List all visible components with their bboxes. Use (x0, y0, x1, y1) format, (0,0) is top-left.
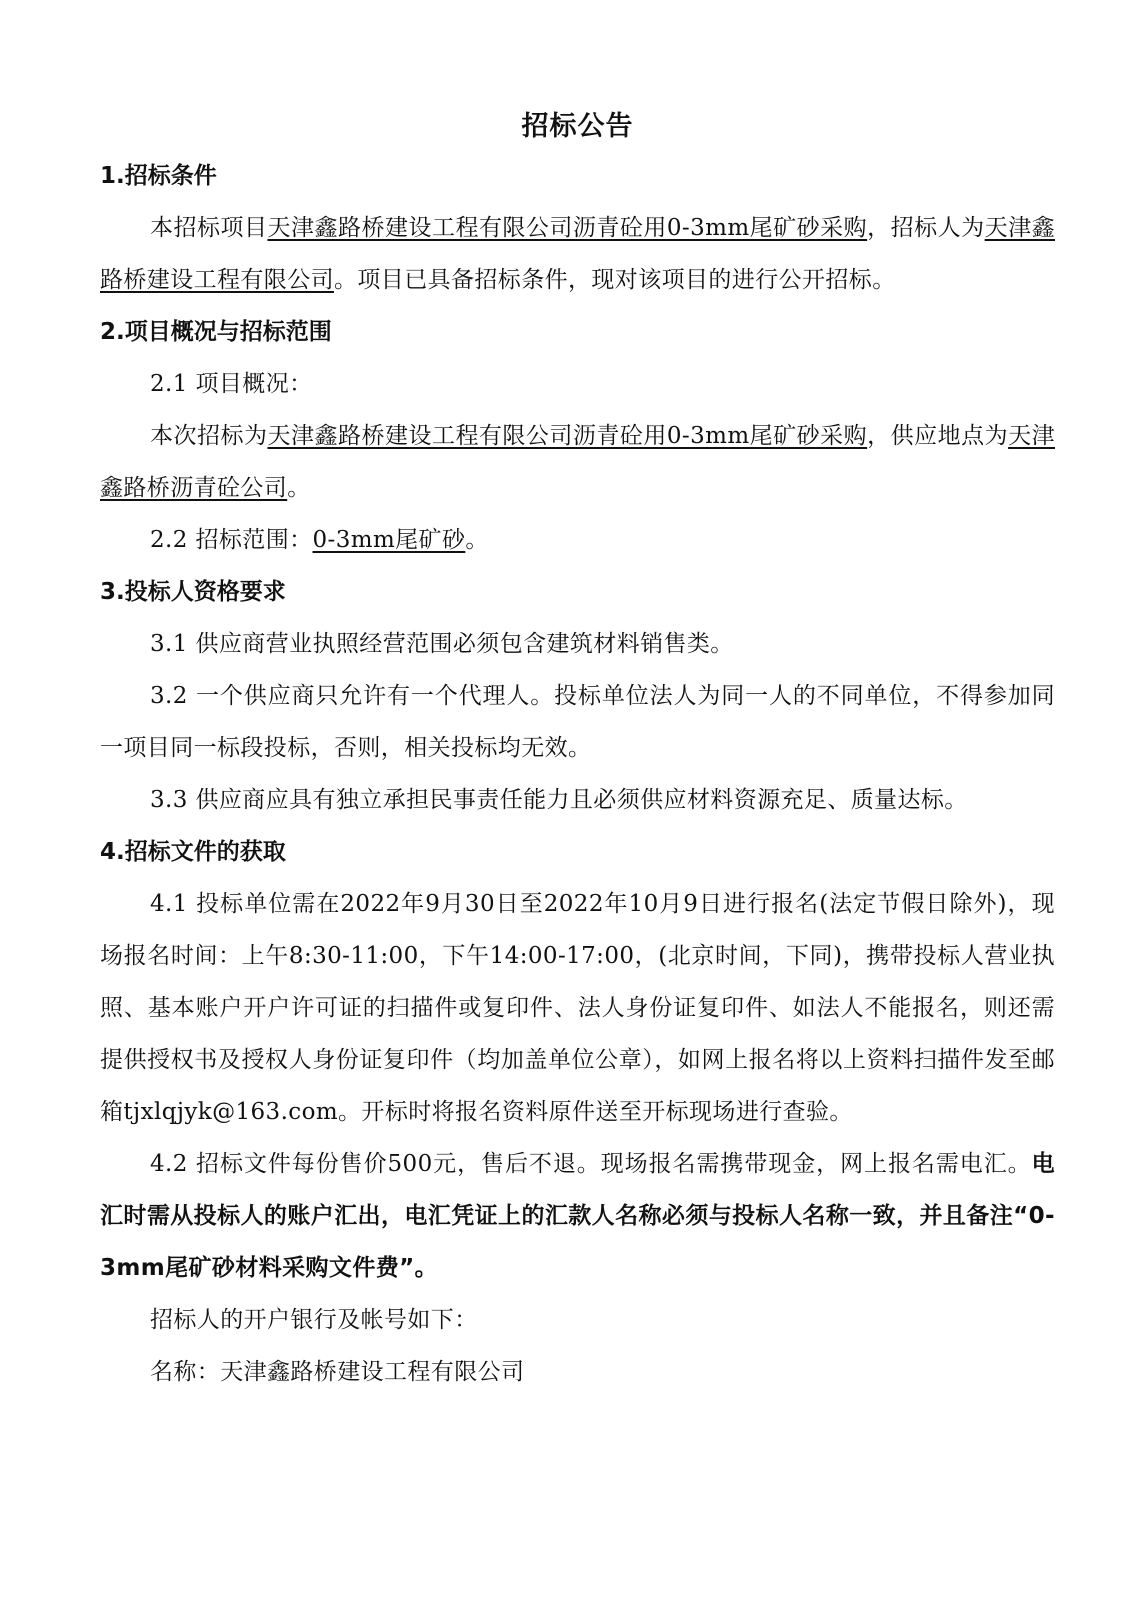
scope-underlined: 0-3mm尾矿砂 (312, 527, 466, 553)
text-run: 2.2 招标范围： (150, 527, 313, 553)
section-3-3-paragraph: 3.3 供应商应具有独立承担民事责任能力且必须供应材料资源充足、质量达标。 (150, 787, 968, 813)
section-2-2-paragraph (100, 514, 1055, 566)
section-1-paragraph (100, 202, 1055, 306)
text-run: 4.2 招标文件每份售价500元，售后不退。现场报名需携带现金，网上报名需电汇。 (150, 1151, 1032, 1177)
bold-notice: 电汇时需从投标人的账户汇出，电汇凭证上的汇款人名称必须与投标人名称一致，并且备注“0-3mm尾矿砂材料采购文件费”。 (100, 1151, 1055, 1281)
section-1-heading: 1.招标条件 (100, 163, 217, 189)
section-3-1-paragraph: 3.1 供应商营业执照经营范围必须包含建筑材料销售类。 (150, 631, 734, 657)
project-name-underlined: 天津鑫路桥建设工程有限公司沥青砼用0-3mm尾矿砂采购 (267, 423, 868, 449)
document-title: 招标公告 (521, 111, 634, 142)
section-4-2-paragraph (100, 1138, 1055, 1294)
section-3-2-paragraph: 3.2 一个供应商只允许有一个代理人。投标单位法人为同一人的不同单位，不得参加同一项目同一标段投标，否则，相关投标均无效。 (100, 683, 1055, 761)
supply-location-underlined: 天津鑫路桥沥青砼公司 (100, 423, 1055, 501)
section-4-1-paragraph: 4.1 投标单位需在2022年9月30日至2022年10月9日进行报名(法定节假日除外)，现场报名时间：上午8:30-11:00，下午14:00-17:00，(北京时间，下同)，携带投标人营业执照、基本账户开户许可证的扫描件或复印件、法人身份证复印件、如法人不能报名，则还需提供授权书及授权人身份证复印件（均加盖单位公章），如网上报名将以上资料扫描件发至邮箱tjxlqjyk@163.com。开标时将报名资料原件送至开标现场进行查验。 (100, 891, 1055, 1125)
tenderer-name-underlined: 天津鑫路桥建设工程有限公司 (100, 215, 1056, 293)
text-run: 。项目已具备招标条件，现对该项目的进行公开招标。 (334, 267, 896, 293)
section-4-heading: 4.招标文件的获取 (100, 839, 286, 865)
section-3-heading: 3.投标人资格要求 (100, 579, 286, 605)
section-2-1-label: 2.1 项目概况： (150, 371, 313, 397)
section-2-1-paragraph (100, 410, 1055, 514)
text-run: 。 (287, 475, 311, 501)
bank-account-name: 名称：天津鑫路桥建设工程有限公司 (150, 1359, 525, 1385)
text-run: 本次招标为 (150, 423, 268, 449)
section-2-heading: 2.项目概况与招标范围 (100, 319, 332, 345)
text-run: 。 (465, 527, 489, 553)
text-run: 本招标项目 (150, 215, 268, 241)
text-run: ，供应地点为 (867, 423, 1009, 449)
bank-info-intro: 招标人的开户银行及帐号如下： (150, 1307, 478, 1333)
project-name-underlined: 天津鑫路桥建设工程有限公司沥青砼用0-3mm尾矿砂采购 (267, 215, 868, 241)
text-run: ，招标人为 (867, 215, 985, 241)
